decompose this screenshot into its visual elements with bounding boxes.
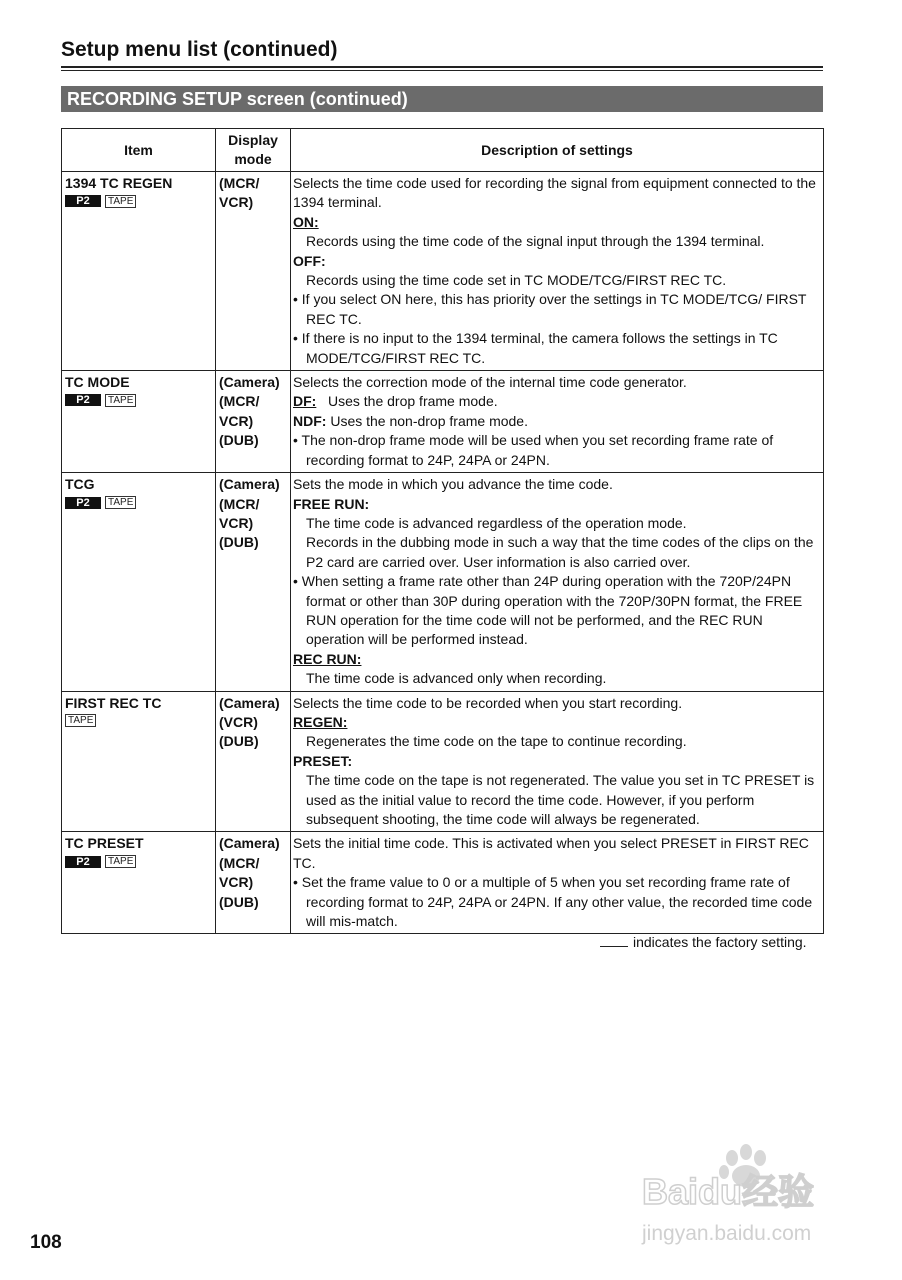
display-mode-cell xyxy=(216,371,291,473)
table-row xyxy=(62,832,824,934)
note-bullet: • Set the frame value to 0 or a multiple of 5 when you set recording frame rate of recording format to 24P, 24PA or 24PN. If any other value, the recorded time code will mis-match. xyxy=(293,874,813,930)
display-mode: (Camera) xyxy=(219,374,280,391)
section-title: RECORDING SETUP screen (continued) xyxy=(61,86,823,112)
display-mode: (MCR/ xyxy=(219,175,260,191)
item-name: 1394 TC REGEN xyxy=(65,175,173,191)
settings-table xyxy=(61,128,824,934)
note-bullet: • If there is no input to the 1394 terminal, the camera follows the settings in TC MODE/TCG/FIRST REC TC. xyxy=(293,330,778,366)
option-label-default: REGEN: xyxy=(293,713,348,730)
p2-badge: P2 xyxy=(65,856,101,868)
option-description: Records using the time code set in TC MODE/TCG/FIRST REC TC. xyxy=(306,272,727,289)
note-bullet: • The non-drop frame mode will be used when you set recording frame rate of recording format to 24P, 24PA or 24PN. xyxy=(293,432,774,468)
description-cell xyxy=(291,691,824,832)
option-description: The time code on the tape is not regenerated. The value you set in TC PRESET is used as the initial value to record the time code. However, if you perform subsequent shooting, the time code will always be regenerated. xyxy=(306,772,815,827)
display-mode: VCR) xyxy=(219,514,254,531)
tape-badge: TAPE xyxy=(65,714,96,727)
item-name: FIRST REC TC xyxy=(65,694,162,711)
description-cell xyxy=(291,473,824,691)
description-text: Selects the time code to be recorded when you start recording. xyxy=(293,694,683,711)
badge-group xyxy=(65,714,213,728)
option-description: Records in the dubbing mode in such a way that the time codes of the clips on the P2 card are carried over. User information is also carried over. xyxy=(306,534,814,570)
badge-group xyxy=(65,194,213,208)
display-mode: (DUB) xyxy=(219,893,259,910)
option-label-default: DF: xyxy=(293,393,317,410)
option-line xyxy=(293,412,817,431)
table-header-row xyxy=(62,129,824,172)
option-label: NDF: xyxy=(293,412,327,429)
display-mode: (Camera) xyxy=(219,476,280,493)
display-mode: (MCR/ xyxy=(219,854,260,871)
option-description: Records using the time code of the signal input through the 1394 terminal. xyxy=(306,233,765,250)
tape-badge: TAPE xyxy=(105,394,136,407)
item-cell xyxy=(62,691,216,832)
option-description: The time code is advanced only when recording. xyxy=(306,670,607,687)
item-cell xyxy=(62,473,216,691)
display-mode-cell xyxy=(216,832,291,934)
table-row xyxy=(62,172,824,371)
item-name: TC PRESET xyxy=(65,835,144,852)
option-label-default: REC RUN: xyxy=(293,650,362,667)
description-cell xyxy=(291,832,824,934)
underline-sample xyxy=(600,946,628,947)
display-mode: (MCR/ xyxy=(219,393,260,410)
note-bullet: • When setting a frame rate other than 24P during operation with the 720P/24PN format or other than 30P during operation with the 720P/30PN format, the FREE RUN operation for the time code will not be performed, and the REC RUN operation will be performed instead. xyxy=(293,573,803,648)
baidu-watermark-logo xyxy=(640,1140,850,1250)
item-name: TC MODE xyxy=(65,374,130,391)
table-row xyxy=(62,691,824,832)
display-mode: VCR) xyxy=(219,412,254,429)
display-mode: (VCR) xyxy=(219,713,258,730)
badge-group xyxy=(65,855,213,869)
option-label: PRESET: xyxy=(293,752,353,769)
description-text: Selects the time code used for recording the signal from equipment connected to the 1394 terminal. xyxy=(293,175,816,211)
factory-setting-legend xyxy=(600,934,807,950)
badge-group xyxy=(65,496,213,510)
column-header-display-mode: Display mode xyxy=(216,129,291,172)
watermark-logo-text: Baidu经验 xyxy=(642,1171,815,1212)
display-mode: (DUB) xyxy=(219,733,259,750)
p2-badge: P2 xyxy=(65,497,101,509)
page-title: Setup menu list (continued) xyxy=(61,38,338,61)
tape-badge: TAPE xyxy=(105,855,136,868)
item-cell xyxy=(62,832,216,934)
display-mode-cell xyxy=(216,172,291,371)
badge-group xyxy=(65,393,213,407)
table-row xyxy=(62,473,824,691)
option-description: Regenerates the time code on the tape to continue recording. xyxy=(306,733,687,750)
display-mode: (Camera) xyxy=(219,694,280,711)
display-mode-cell xyxy=(216,691,291,832)
p2-badge: P2 xyxy=(65,195,101,207)
description-text: Sets the initial time code. This is activated when you select PRESET in FIRST REC TC. xyxy=(293,835,809,871)
title-rule xyxy=(61,66,823,68)
tape-badge: TAPE xyxy=(105,496,136,509)
column-header-description: Description of settings xyxy=(291,129,824,172)
table-row xyxy=(62,371,824,473)
title-rule-thin xyxy=(61,70,823,71)
display-mode: VCR) xyxy=(219,194,254,211)
description-text: Sets the mode in which you advance the time code. xyxy=(293,476,613,493)
page-number: 108 xyxy=(30,1232,62,1253)
description-cell xyxy=(291,172,824,371)
option-label-default: ON: xyxy=(293,213,319,230)
option-label: FREE RUN: xyxy=(293,495,370,512)
option-description: The time code is advanced regardless of the operation mode. xyxy=(306,514,687,531)
item-cell xyxy=(62,371,216,473)
legend-text: indicates the factory setting. xyxy=(633,934,807,950)
option-description: Uses the non-drop frame mode. xyxy=(330,412,528,429)
display-mode: VCR) xyxy=(219,874,254,891)
display-mode: (MCR/ xyxy=(219,495,260,512)
option-label: OFF: xyxy=(293,252,326,269)
column-header-item: Item xyxy=(62,129,216,172)
display-mode: (Camera) xyxy=(219,835,280,852)
item-name: TCG xyxy=(65,476,95,493)
display-mode: (DUB) xyxy=(219,534,259,551)
item-cell xyxy=(62,172,216,371)
option-line xyxy=(293,392,817,411)
p2-badge: P2 xyxy=(65,394,101,406)
tape-badge: TAPE xyxy=(105,195,136,208)
display-mode-cell xyxy=(216,473,291,691)
description-cell xyxy=(291,371,824,473)
option-description: Uses the drop frame mode. xyxy=(328,393,498,410)
note-bullet: • If you select ON here, this has priority over the settings in TC MODE/TCG/ FIRST REC TC. xyxy=(293,291,807,327)
watermark-url: jingyan.baidu.com xyxy=(642,1222,812,1245)
display-mode: (DUB) xyxy=(219,432,259,449)
description-text: Selects the correction mode of the internal time code generator. xyxy=(293,374,687,391)
